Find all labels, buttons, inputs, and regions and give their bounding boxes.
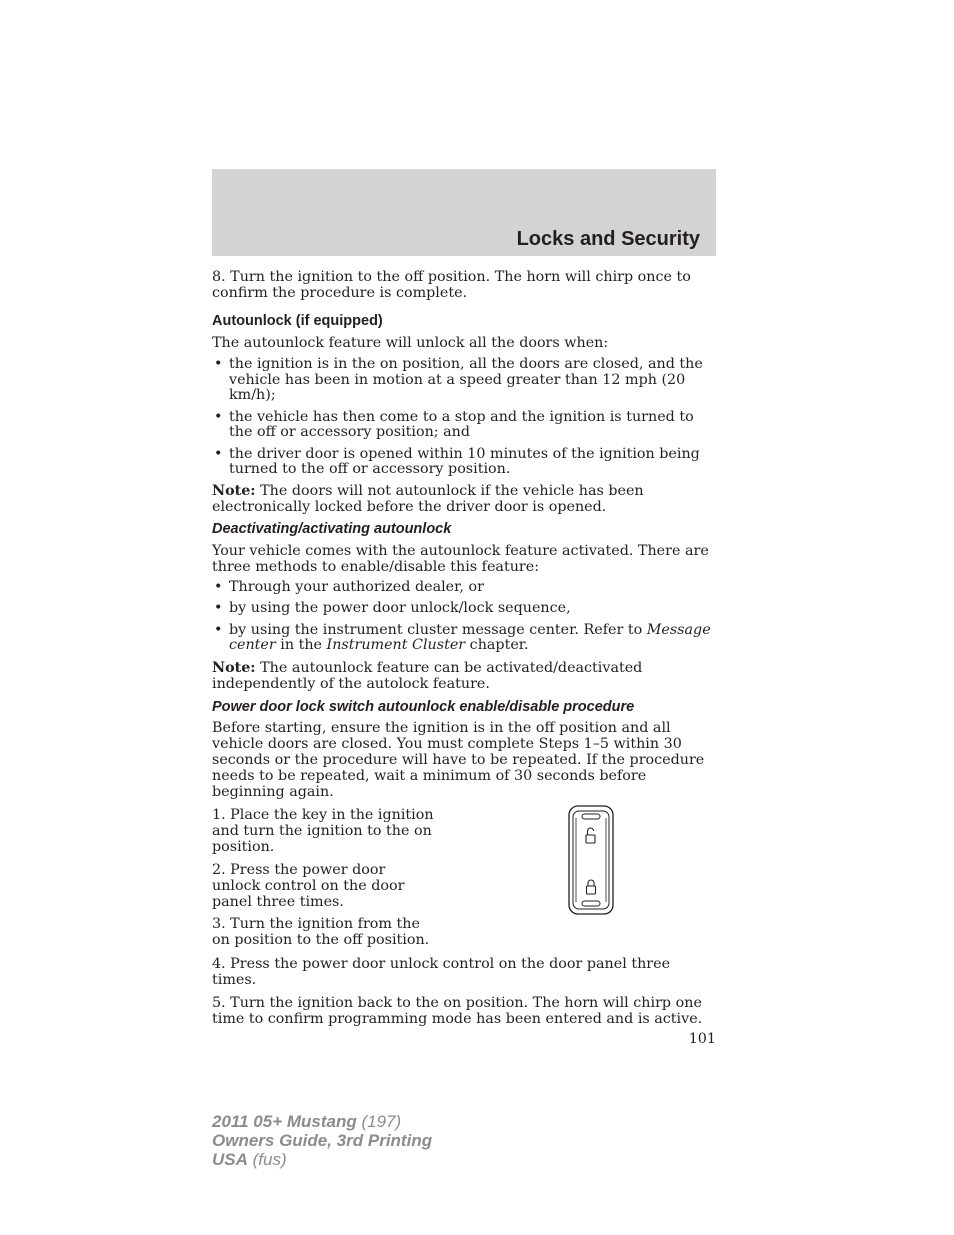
footer-guide: Owners Guide, 3rd Printing	[212, 1131, 433, 1150]
note-label: Note:	[212, 659, 256, 676]
autounlock-lead: The autounlock feature will unlock all the doors when:	[212, 335, 609, 351]
step-5: 5. Turn the ignition back to the on position. The horn will chirp one time to confirm programming mode has been entered and is active.	[212, 994, 703, 1027]
step-2: 2. Press the power door unlock control on the door panel three times.	[212, 861, 405, 910]
procedure-steps-with-figure	[212, 807, 716, 948]
deactivating-heading: Deactivating/activating autounlock	[212, 520, 452, 537]
step-8: 8. Turn the ignition to the off position. The horn will chirp once to confirm the procedure is complete.	[212, 269, 691, 301]
note-label: Note:	[212, 482, 256, 499]
list-item	[212, 623, 716, 654]
document-footer	[212, 1112, 432, 1169]
bullet-text: by using the instrument cluster message center. Refer to	[229, 621, 647, 638]
step-1: 1. Place the key in the ignition and turn the ignition to the on position.	[212, 806, 434, 855]
list-item: • the driver door is opened within 10 minutes of the ignition being turned to the off or accessory position.	[212, 447, 716, 478]
page-content	[212, 269, 716, 1047]
bullet-text: in the	[275, 637, 327, 653]
page-number: 101	[688, 1030, 716, 1047]
procedure-lead: Before starting, ensure the ignition is in the off position and all vehicle doors are closed. You must complete Steps 1–5 within 30 seconds or the procedure will have to be repeated. If the procedure needs to be repeated, wait a minimum of 30 seconds before beginning again.	[212, 719, 705, 800]
list-item: • the vehicle has then come to a stop and the ignition is turned to the off or accessory position; and	[212, 410, 716, 441]
list-item: • the ignition is in the on position, all the doors are closed, and the vehicle has been in motion at a speed greater than 12 mph (20 km/h);	[212, 357, 716, 404]
footer-line-1	[212, 1112, 432, 1131]
instrument-cluster-ref: Instrument Cluster	[326, 637, 466, 653]
footer-line-2	[212, 1131, 432, 1150]
deactivating-note	[212, 660, 716, 692]
bullet-text: chapter.	[465, 637, 529, 653]
step-3: 3. Turn the ignition from the on position to the off position.	[212, 915, 430, 948]
footer-market: USA	[212, 1150, 248, 1169]
step-4: 4. Press the power door unlock control on the door panel three times.	[212, 955, 671, 988]
door-lock-switch-icon	[567, 804, 615, 916]
section-header-band	[212, 169, 716, 256]
note-text: The autounlock feature can be activated/deactivated independently of the autolock feature.	[212, 659, 643, 692]
autounlock-list	[212, 357, 716, 478]
procedure-steps-left	[212, 807, 462, 948]
list-item: • Through your authorized dealer, or	[212, 580, 716, 596]
deactivating-lead: Your vehicle comes with the autounlock feature activated. There are three methods to enable/disable this feature:	[212, 542, 709, 575]
procedure-heading: Power door lock switch autounlock enable/disable procedure	[212, 698, 635, 715]
list-item: • by using the power door unlock/lock sequence,	[212, 601, 716, 617]
note-text: The doors will not autounlock if the vehicle has been electronically locked before the driver door is opened.	[212, 482, 644, 515]
section-title: Locks and Security	[516, 228, 700, 250]
autounlock-note	[212, 483, 716, 515]
deactivating-list	[212, 580, 716, 654]
autounlock-heading: Autounlock (if equipped)	[212, 313, 383, 329]
footer-line-3	[212, 1150, 432, 1169]
footer-market-code: (fus)	[247, 1150, 287, 1169]
message-center-ref: Message center	[229, 621, 711, 653]
footer-model: 2011 05+ Mustang	[212, 1112, 357, 1131]
footer-code: (197)	[356, 1112, 402, 1131]
